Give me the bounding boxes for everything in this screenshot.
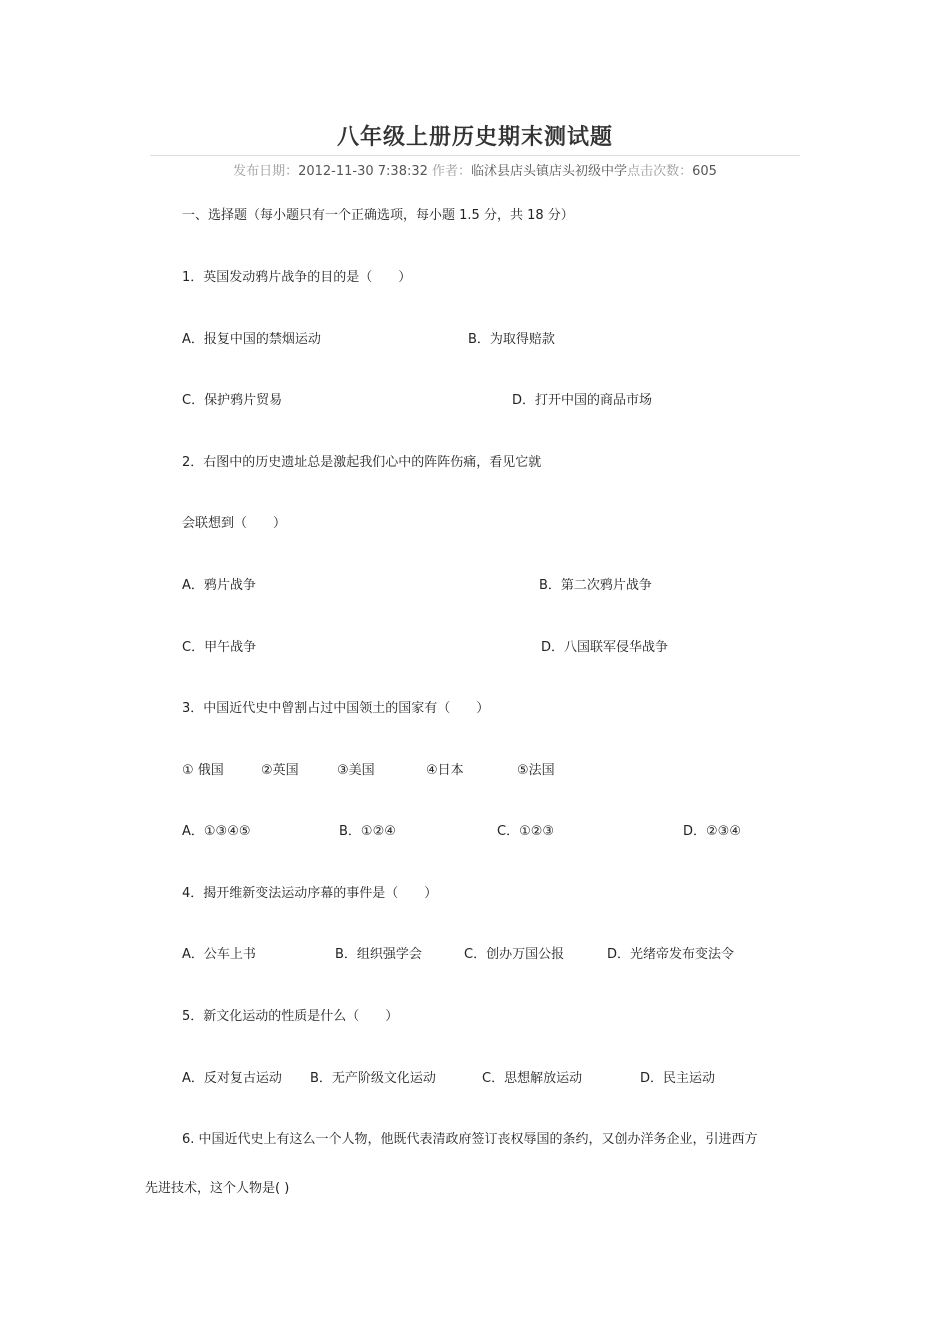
author-label: 作者： (432, 164, 472, 179)
title-divider (150, 155, 800, 156)
question-2: 2．右图中的历史遗址总是激起我们心中的阵阵伤痛，看见它就 (182, 455, 542, 470)
q1-option-a: A．报复中国的禁烟运动 (182, 332, 321, 347)
question-6-cont: 先进技术，这个人物是( ) (145, 1181, 290, 1196)
question-3: 3．中国近代史中曾割占过中国领土的国家有（ ） (182, 701, 490, 716)
q2-option-a: A．鸦片战争 (182, 578, 256, 593)
q2-option-c: C．甲午战争 (182, 640, 257, 655)
q2-option-d: D．八国联军侵华战争 (541, 640, 669, 655)
views-value: 605 (692, 164, 717, 179)
q1-option-d: D．打开中国的商品市场 (512, 393, 653, 408)
q3-item-4: ④日本 (426, 763, 464, 778)
views-label: 点击次数： (627, 164, 693, 179)
date-value: 2012-11-30 7:38:32 (298, 164, 428, 179)
q4-option-c: C．创办万国公报 (464, 947, 565, 962)
page-title: 八年级上册历史期末测试题 (336, 125, 613, 150)
q5-option-d: D．民主运动 (640, 1071, 716, 1086)
q1-option-b: B．为取得赔款 (468, 332, 555, 347)
q3-option-c: C．①②③ (497, 824, 555, 839)
question-6: 6. 中国近代史上有这么一个人物，他既代表清政府签订丧权辱国的条约，又创办洋务企业，引进西方 (182, 1132, 758, 1147)
date-label: 发布日期： (233, 164, 299, 179)
q3-item-5: ⑤法国 (517, 763, 555, 778)
q1-option-c: C．保护鸦片贸易 (182, 393, 283, 408)
q3-item-1: ① 俄国 (182, 763, 224, 778)
question-5: 5．新文化运动的性质是什么（ ） (182, 1009, 399, 1024)
q5-option-b: B．无产阶级文化运动 (310, 1071, 436, 1086)
author-value: 临沭县店头镇店头初级中学 (471, 164, 628, 179)
q5-option-c: C．思想解放运动 (482, 1071, 583, 1086)
section-heading: 一、选择题（每小题只有一个正确选项，每小题 1.5 分，共 18 分） (182, 208, 574, 223)
q3-option-d: D．②③④ (683, 824, 741, 839)
question-4: 4．揭开维新变法运动序幕的事件是（ ） (182, 886, 438, 901)
q4-option-d: D．光绪帝发布变法令 (607, 947, 735, 962)
article-meta (0, 160, 950, 179)
q2-option-b: B．第二次鸦片战争 (539, 578, 652, 593)
question-1: 1．英国发动鸦片战争的目的是（ ） (182, 270, 412, 285)
q3-item-2: ②英国 (261, 763, 299, 778)
q3-option-a: A．①③④⑤ (182, 824, 251, 839)
q5-option-a: A．反对复古运动 (182, 1071, 282, 1086)
q3-item-3: ③美国 (337, 763, 375, 778)
q4-option-b: B．组织强学会 (335, 947, 422, 962)
q4-option-a: A．公车上书 (182, 947, 256, 962)
question-2-cont: 会联想到（ ） (182, 516, 287, 531)
q3-option-b: B．①②④ (339, 824, 396, 839)
